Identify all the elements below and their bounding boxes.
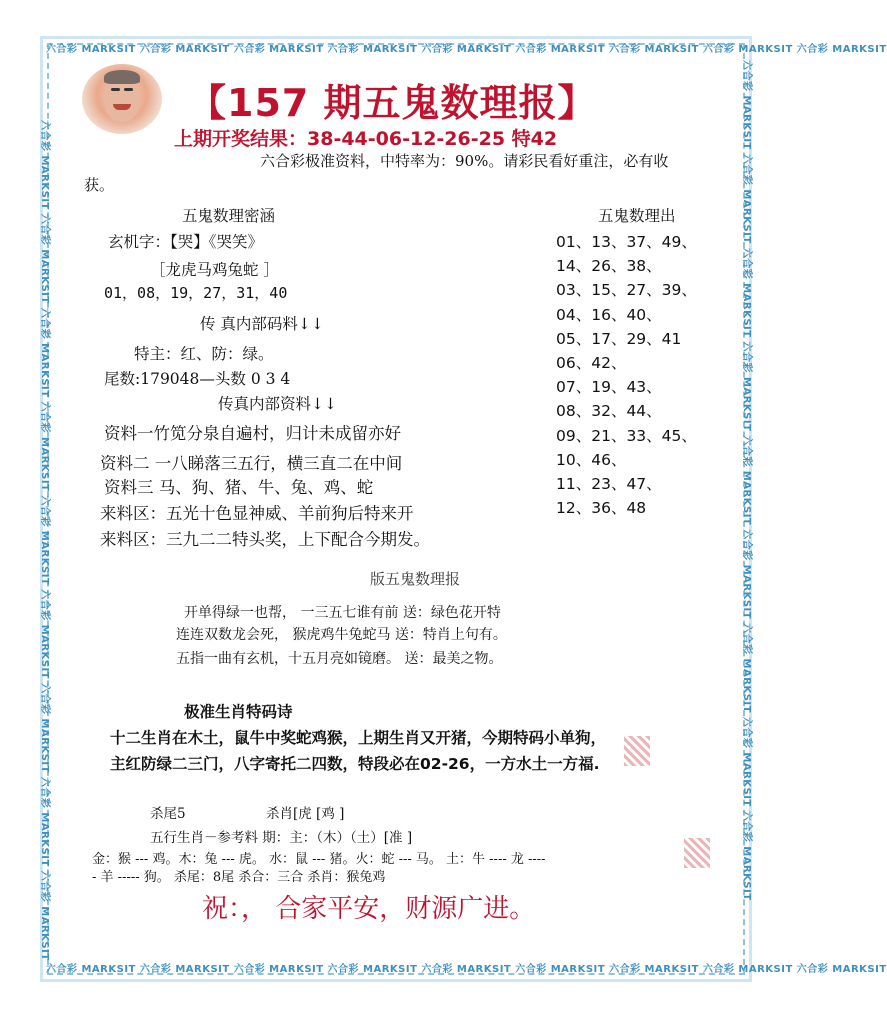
list-item: 06、42、: [556, 353, 627, 372]
elements-row-2: - 羊 ----- 狗。 杀尾：8尾 杀合：三合 杀肖：猴兔鸡: [92, 870, 386, 885]
right-heading: 五鬼数理出: [598, 207, 676, 225]
list-item: 04、16、40、: [556, 305, 662, 324]
data-line-1: 资料一竹笕分泉自遍村，归计未成留亦好: [104, 424, 401, 443]
avatar-eye-right: [124, 88, 133, 91]
list-item: 07、19、43、: [556, 378, 662, 397]
list-item: 05、17、29、41: [556, 329, 682, 348]
red-stamp-mark: [624, 736, 650, 766]
intro-line-1: 六合彩极准资料，中特率为：90%。请彩民看好重注，必有收: [260, 152, 669, 170]
last-draw-result: 上期开奖结果：38-44-06-12-26-25 特42: [174, 128, 558, 150]
list-item: 08、32、44、: [556, 402, 662, 421]
lai-line-2: 来料区：三九二二特头奖，上下配合今期发。: [100, 530, 430, 549]
numbers-line: 01，08，19，27，31，40: [104, 284, 288, 302]
section2-line-3: 五指一曲有玄机，十五月亮如镜磨。 送：最美之物。: [176, 651, 503, 667]
animals-line: ［龙虎马鸡兔蛇 ］: [150, 261, 279, 279]
poem-heading: 极准生肖特码诗: [184, 703, 293, 721]
avatar-eye-left: [111, 88, 120, 91]
list-item: 01、13、37、49、: [556, 233, 697, 251]
section2-line-2: 连连双数龙会死， 猴虎鸡牛兔蛇马 送：特肖上句有。: [176, 627, 507, 643]
list-item: 09、21、33、45、: [556, 426, 697, 445]
border-watermark-left: 六合彩 MARKSIT 六合彩 MARKSIT 六合彩 MARKSIT 六合彩 MARKSIT 六合彩 MARKSIT 六合彩 MARKSIT 六合彩 MARKSIT 六合彩 MARKSIT 六合彩 MARKSIT: [39, 120, 50, 961]
list-item: 03、15、27、39、: [556, 281, 697, 300]
border-watermark-bottom: 六合彩 MARKSIT 六合彩 MARKSIT 六合彩 MARKSIT 六合彩 MARKSIT 六合彩 MARKSIT 六合彩 MARKSIT 六合彩 MARKSIT 六合彩 MARKSIT 六合彩 MARKSIT: [46, 964, 887, 975]
elements-row-1: 金：猴 --- 鸡。木：兔 --- 虎。 水：鼠 --- 猪。火：蛇 --- 马。 土：牛 ---- 龙 ----: [92, 852, 546, 867]
left-heading: 五鬼数理密涵: [182, 207, 276, 225]
avatar-hair: [104, 70, 140, 84]
list-item: 12、36、48: [556, 499, 647, 518]
number-list: [556, 230, 697, 520]
data-line-3: 资料三 马、狗、猪、牛、兔、鸡、蛇: [104, 478, 374, 497]
border-watermark-top: 六合彩 MARKSIT 六合彩 MARKSIT 六合彩 MARKSIT 六合彩 MARKSIT 六合彩 MARKSIT 六合彩 MARKSIT 六合彩 MARKSIT 六合彩 MARKSIT 六合彩 MARKSIT: [46, 44, 887, 55]
list-item: 10、46、: [556, 450, 627, 469]
intro-line-2: 获。: [84, 176, 115, 194]
riddle-line: 玄机字：【哭】《哭笑》: [108, 233, 264, 251]
kill-animal: 杀肖[虎 [鸡 ]: [266, 806, 345, 822]
border-watermark-right: 六合彩 MARKSIT 六合彩 MARKSIT 六合彩 MARKSIT 六合彩 MARKSIT 六合彩 MARKSIT 六合彩 MARKSIT 六合彩 MARKSIT 六合彩 MARKSIT 六合彩 MARKSIT: [741, 60, 752, 901]
colors-line: 特主：红、防：绿。: [134, 345, 274, 363]
list-item: 11、23、47、: [556, 474, 662, 493]
red-stamp-mark-2: [684, 838, 710, 868]
section2-line-1: 开单得绿一也帮， 一三五七谁有前 送：绿色花开特: [184, 605, 501, 621]
tail-line: 尾数:179048—头数 0 3 4: [104, 370, 291, 388]
kill-tail: 杀尾5: [150, 806, 186, 822]
list-item: 14、26、38、: [556, 257, 662, 276]
section2-heading: 版五鬼数理报: [370, 570, 461, 588]
blessing-line: 祝：， 合家平安，财源广进。: [202, 894, 536, 924]
fax-heading-2: 传真内部资料↓↓: [218, 395, 337, 413]
lai-line-1: 来料区：五光十色显神威、羊前狗后特来开: [100, 504, 414, 523]
five-elements-line: 五行生肖－参考料 期：主：（木）（土）[准 ]: [150, 830, 413, 846]
page-title: 【157 期五鬼数理报】: [188, 81, 597, 125]
poem-line-2: 主红防绿二三门，八字寄托二四数，特段必在02-26，一方水土一方福.: [110, 755, 600, 773]
fax-heading-1: 传 真内部码料↓↓: [200, 315, 324, 333]
poem-line-1: 十二生肖在木土，鼠牛中奖蛇鸡猴，上期生肖又开猪，今期特码小单狗，: [110, 729, 607, 747]
data-line-2: 资料二 一八睇落三五行，横三直二在中间: [100, 454, 403, 473]
avatar: [82, 64, 162, 134]
